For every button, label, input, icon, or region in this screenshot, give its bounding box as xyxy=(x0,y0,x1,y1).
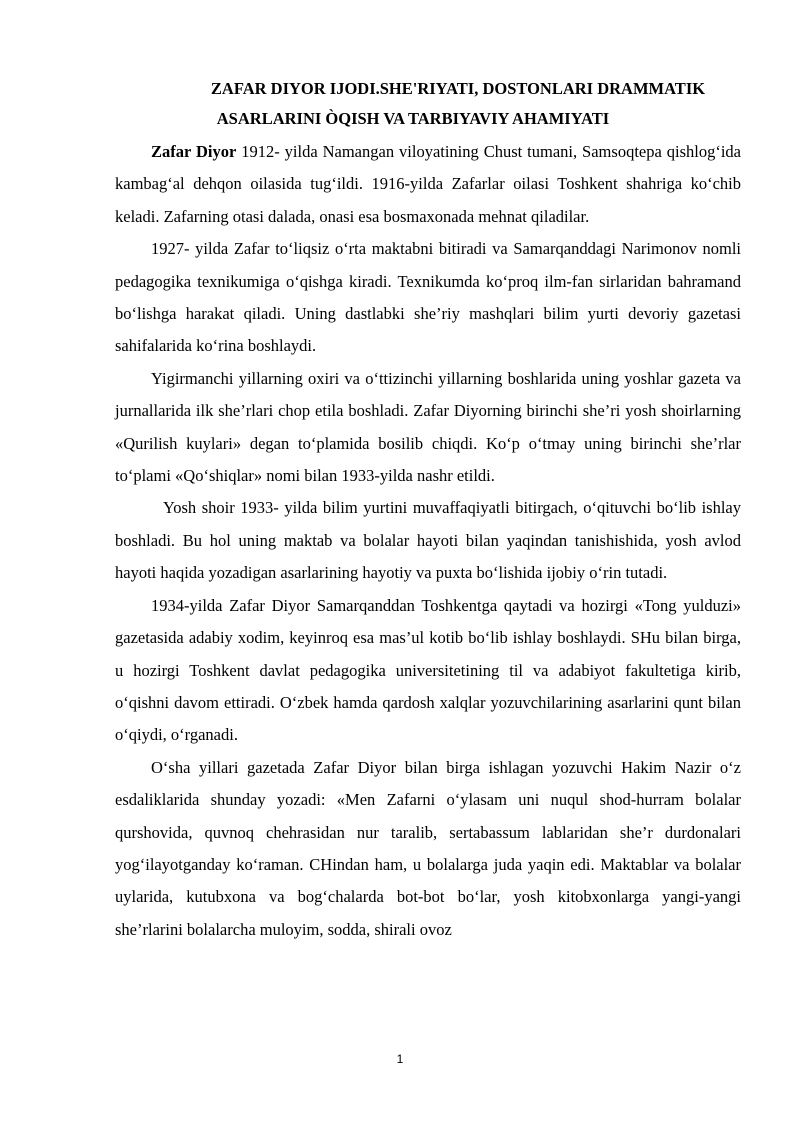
paragraph-4: Yosh shoir 1933- yilda bilim yurtini muvaffaqiyatli bitirgach, o‘qituvchi bo‘lib ishlay boshladi. Bu hol uning maktab va bolalar hayoti bilan yaqindan tanishishida, yosh avlod hayoti haqida yozadigan asarlarining hayotiy va puxta bo‘lishida ijobiy o‘rin tutadi. xyxy=(115,498,741,583)
title-line-1: ZAFAR DIYOR IJODI.SHE'RIYATI, DOSTONLARI DRAMMATIK xyxy=(210,79,706,98)
title-line-2: ASARLARINI ÒQISH VA TARBIYAVIY AHAMIYATI xyxy=(216,109,610,128)
paragraph-3: Yigirmanchi yillarning oxiri va o‘ttizinchi yillarning boshlarida uning yoshlar gazeta va jurnallarida ilk she’rlari chop etila boshladi. Zafar Diyorning birinchi she’ri yosh shoirlarning «Qurilish kuylari» degan to‘plamida bosilib chiqdi. Ko‘p o‘tmay uning birinchi she’rlar to‘plami «Qo‘shiqlar» nomi bilan 1933-yilda nashr etildi. xyxy=(115,368,741,486)
document-body xyxy=(115,136,741,946)
author-name: Zafar Diyor xyxy=(151,142,237,161)
paragraph-2: 1927- yilda Zafar to‘liqsiz o‘rta maktabni bitiradi va Samarqanddagi Narimonov nomli pedagogika texnikumiga o‘qishga kiradi. Texnikumda ko‘proq ilm-fan sirlaridan bahramand bo‘lishga harakat qiladi. Uning dastlabki she’riy mashqlari bilim yurti devoriy gazetasi sahifalarida ko‘rina boshlaydi. xyxy=(115,239,741,356)
document-title xyxy=(115,74,741,134)
paragraph-6: O‘sha yillari gazetada Zafar Diyor bilan birga ishlagan yozuvchi Hakim Nazir o‘z esdaliklarida shunday yozadi: «Men Zafarni o‘ylasam uni nuqul shod-hurram bolalar qurshovida, quvnoq chehrasidan nur taralib, sertabassum lablaridan she’r durdonalari yog‘ilayotganday ko‘raman. CHindan ham, u bolalarga juda yaqin edi. Maktablar va bolalar uylarida, kutubxona va bog‘chalarda bot-bot bo‘lar, yosh kitobxonlarga yangi-yangi she’rlarini bolalarcha muloyim, sodda, shirali ovoz xyxy=(115,757,741,939)
paragraph-1-text: 1912- yilda Namangan viloyatining Chust tumani, Samsoqtepa qishlog‘ida kambag‘al dehqon oilasida tug‘ildi. 1916-yilda Zafarlar oilasi Toshkent shahriga ko‘chib keladi. Zafarning otasi dalada, onasi esa bosmaxonada mehnat qiladilar. xyxy=(115,142,741,226)
paragraph-5: 1934-yilda Zafar Diyor Samarqanddan Toshkentga qaytadi va hozirgi «Tong yulduzi» gazetasida adabiy xodim, keyinroq esa mas’ul kotib bo‘lib ishlay boshlaydi. SHu bilan birga, u hozirgi Toshkent davlat pedagogika universitetining til va adabiyot fakultetiga kirib, o‘qishni davom ettiradi. O‘zbek hamda qardosh xalqlar yozuvchilarining asarlarini qunt bilan o‘qiydi, o‘rganadi. xyxy=(115,595,741,745)
page-number: 1 xyxy=(396,1052,404,1066)
paragraph-1 xyxy=(115,136,741,233)
